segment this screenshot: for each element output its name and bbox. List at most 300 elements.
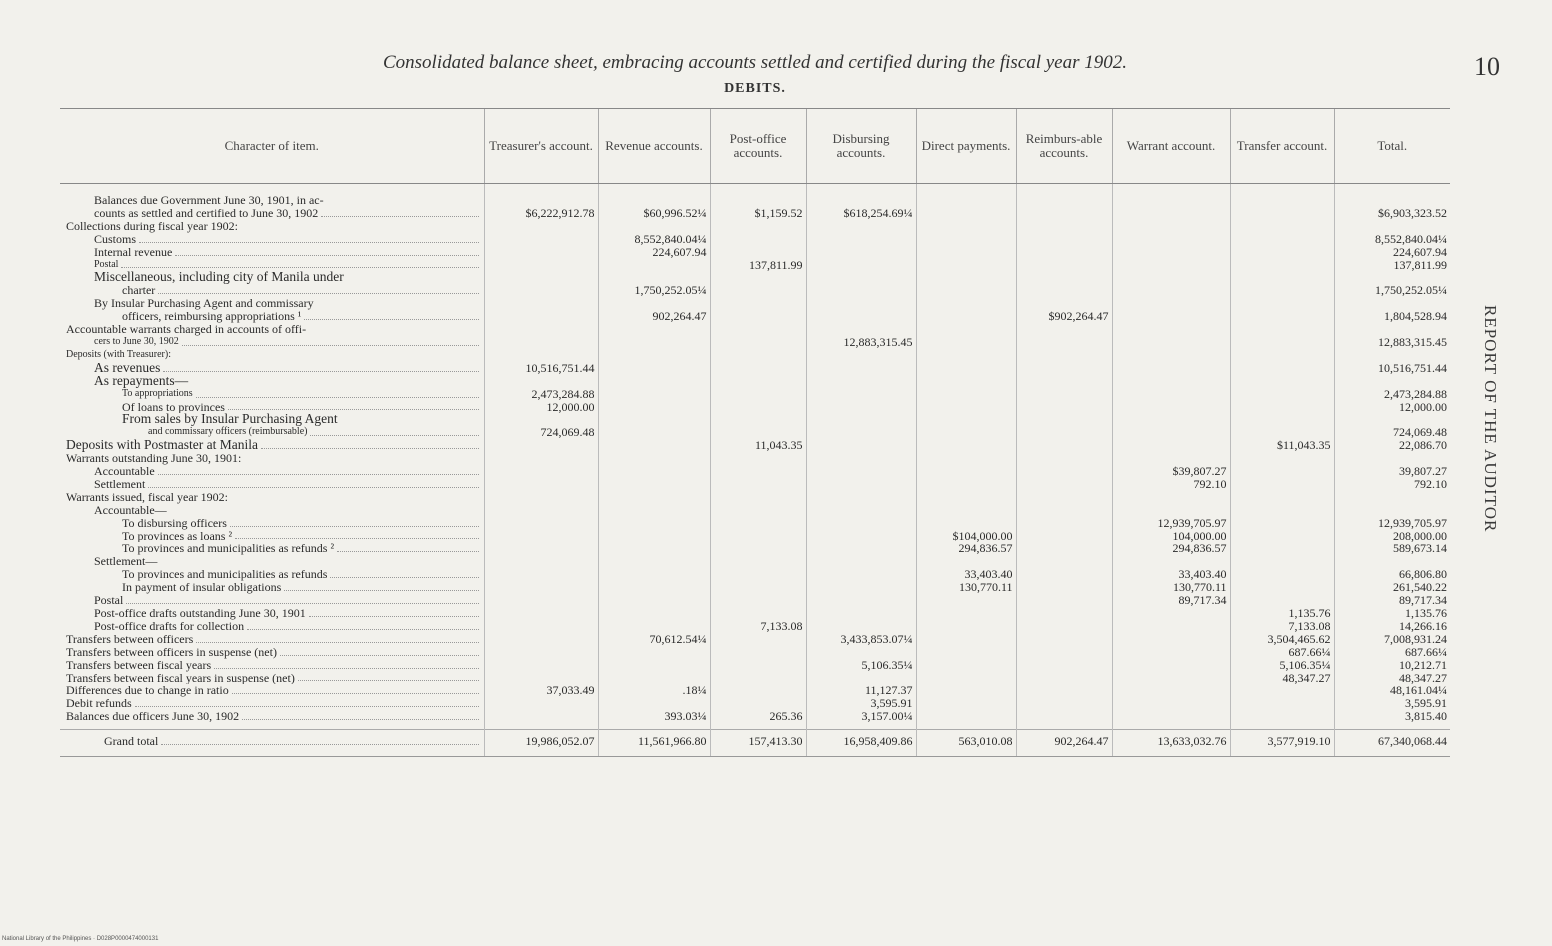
amount-cell [1016,284,1112,297]
amount-cell [806,349,916,362]
amount-cell: $6,222,912.78 [484,207,598,220]
amount-cell [1112,401,1230,414]
amount-cell: 3,815.40 [1334,710,1450,723]
amount-cell [916,659,1016,672]
table-row [60,530,1450,543]
amount-cell [1016,504,1112,517]
amount-cell [1334,504,1450,517]
amount-cell [806,259,916,272]
grand-total-cell: 157,413.30 [710,730,806,753]
amount-cell [806,478,916,491]
amount-cell [806,246,916,259]
table-row [60,297,1450,310]
amount-cell [710,530,806,543]
amount-cell [710,336,806,349]
amount-cell [598,504,710,517]
amount-cell: 12,939,705.97 [1334,517,1450,530]
amount-cell [598,672,710,685]
amount-cell [1230,297,1334,310]
amount-cell [1334,452,1450,465]
grand-total-cell: 11,561,966.80 [598,730,710,753]
amount-cell [1112,491,1230,504]
table-row [60,413,1450,426]
amount-cell [1112,710,1230,723]
amount-cell [1016,517,1112,530]
amount-cell: 70,612.54¼ [598,633,710,646]
amount-cell [710,607,806,620]
amount-cell [1016,271,1112,284]
amount-cell [598,517,710,530]
amount-cell [1334,555,1450,568]
amount-cell [916,439,1016,452]
amount-cell: $6,903,323.52 [1334,207,1450,220]
amount-cell [806,310,916,323]
amount-cell [1230,697,1334,710]
row-label: charter [60,284,484,297]
amount-cell [1016,697,1112,710]
amount-cell [806,194,916,207]
amount-cell [1112,684,1230,697]
amount-cell [1112,310,1230,323]
row-label: Post-office drafts for collection [60,620,484,633]
amount-cell: 39,807.27 [1334,465,1450,478]
amount-cell [1016,478,1112,491]
amount-cell [916,478,1016,491]
amount-cell [806,426,916,439]
amount-cell [484,336,598,349]
table-row [60,336,1450,349]
row-label: To provinces and municipalities as refunds [60,568,484,581]
amount-cell [710,504,806,517]
amount-cell [710,452,806,465]
amount-cell [806,362,916,375]
amount-cell: 1,750,252.05¼ [1334,284,1450,297]
header-row [60,109,1450,184]
amount-cell [806,233,916,246]
amount-cell [598,349,710,362]
amount-cell [916,220,1016,233]
amount-cell [598,568,710,581]
amount-cell [710,323,806,336]
amount-cell [598,491,710,504]
amount-cell [1334,491,1450,504]
amount-cell [1334,349,1450,362]
amount-cell [1112,413,1230,426]
amount-cell [1230,542,1334,555]
amount-cell [1230,684,1334,697]
col-header-revenue: Revenue accounts. [598,109,710,184]
amount-cell [806,439,916,452]
amount-cell [916,388,1016,401]
amount-cell [484,620,598,633]
amount-cell: 724,069.48 [1334,426,1450,439]
amount-cell [484,478,598,491]
row-label: cers to June 30, 1902 [60,336,484,349]
grand-total-cell: 3,577,919.10 [1230,730,1334,753]
amount-cell [598,271,710,284]
table-row [60,349,1450,362]
amount-cell: 224,607.94 [598,246,710,259]
amount-cell [710,581,806,594]
row-label: Customs [60,233,484,246]
table-row [60,375,1450,388]
amount-cell [484,413,598,426]
amount-cell [710,349,806,362]
amount-cell [1016,349,1112,362]
amount-cell [598,439,710,452]
col-header-warrant: Warrant account. [1112,109,1230,184]
amount-cell [710,310,806,323]
amount-cell [484,594,598,607]
amount-cell: 37,033.49 [484,684,598,697]
amount-cell [598,465,710,478]
amount-cell [1112,439,1230,452]
row-label: Settlement— [94,555,158,569]
amount-cell [598,646,710,659]
amount-cell [598,607,710,620]
amount-cell: 294,836.57 [1112,542,1230,555]
amount-cell [806,620,916,633]
amount-cell [1112,646,1230,659]
amount-cell [806,594,916,607]
amount-cell [1112,259,1230,272]
amount-cell: 2,473,284.88 [1334,388,1450,401]
amount-cell: 137,811.99 [710,259,806,272]
grand-total-row [60,730,1450,753]
amount-cell: 48,347.27 [1334,672,1450,685]
amount-cell: 7,008,931.24 [1334,633,1450,646]
amount-cell [1112,620,1230,633]
row-label: To disbursing officers [60,517,484,530]
table-row [60,659,1450,672]
amount-cell [916,362,1016,375]
table-row [60,452,1450,465]
amount-cell [598,659,710,672]
row-label: Transfers between officers [60,633,484,646]
amount-cell [1230,259,1334,272]
amount-cell [1016,259,1112,272]
amount-cell [1334,375,1450,388]
amount-cell [484,517,598,530]
table-row [60,426,1450,439]
amount-cell [710,465,806,478]
row-label: Transfers between officers in suspense (net) [60,646,484,659]
amount-cell: 10,212.71 [1334,659,1450,672]
amount-cell [1230,349,1334,362]
amount-cell [1016,323,1112,336]
footer-credit: National Library of the Philippines · D028P0000474000131 [2,936,159,942]
amount-cell [1230,452,1334,465]
amount-cell [1334,271,1450,284]
row-label: Accountable warrants charged in accounts of offi- [66,323,307,336]
table-row [60,491,1450,504]
amount-cell: .18¼ [598,684,710,697]
amount-cell [1016,594,1112,607]
amount-cell [710,672,806,685]
row-label: As revenues [60,362,484,375]
table-row [60,517,1450,530]
amount-cell [598,401,710,414]
amount-cell [484,310,598,323]
amount-cell [1112,220,1230,233]
amount-cell: 687.66¼ [1230,646,1334,659]
amount-cell [916,323,1016,336]
amount-cell: 104,000.00 [1112,530,1230,543]
table-row [60,439,1450,452]
amount-cell [1112,388,1230,401]
amount-cell [484,194,598,207]
amount-cell [916,684,1016,697]
amount-cell [1230,594,1334,607]
amount-cell [1016,646,1112,659]
amount-cell [806,491,916,504]
amount-cell [710,659,806,672]
row-label: Deposits with Postmaster at Manila [60,439,484,452]
amount-cell [806,581,916,594]
amount-cell: 48,347.27 [1230,672,1334,685]
amount-cell [806,220,916,233]
amount-cell [710,491,806,504]
table-title: Consolidated balance sheet, embracing accounts settled and certified during the fiscal year 1902. [382,52,1128,73]
amount-cell [916,207,1016,220]
amount-cell: 48,161.04¼ [1334,684,1450,697]
amount-cell [1016,246,1112,259]
row-label: In payment of insular obligations [60,581,484,594]
table-row [60,401,1450,414]
row-label: To provinces and municipalities as refunds ² [60,542,484,555]
row-label: counts as settled and certified to June 30, 1902 [60,207,484,220]
grand-total-cell: 67,340,068.44 [1334,730,1450,753]
amount-cell [806,271,916,284]
amount-cell [710,388,806,401]
table-row [60,271,1450,284]
table-row [60,246,1450,259]
amount-cell [806,568,916,581]
amount-cell [916,194,1016,207]
amount-cell [710,646,806,659]
amount-cell [1016,530,1112,543]
amount-cell [1230,581,1334,594]
amount-cell: 12,000.00 [484,401,598,414]
amount-cell [1016,607,1112,620]
table-row [60,284,1450,297]
amount-cell [916,672,1016,685]
amount-cell [710,568,806,581]
amount-cell [1112,323,1230,336]
table-row [60,194,1450,207]
row-label: Warrants outstanding June 30, 1901: [66,452,242,466]
bottom-rule [60,752,1450,757]
amount-cell [806,504,916,517]
amount-cell [1016,568,1112,581]
amount-cell [1230,388,1334,401]
grand-total-cell: 902,264.47 [1016,730,1112,753]
grand-total-cell: 19,986,052.07 [484,730,598,753]
table-row [60,710,1450,723]
amount-cell [1230,401,1334,414]
amount-cell [1016,710,1112,723]
amount-cell [806,284,916,297]
amount-cell [916,646,1016,659]
amount-cell [484,297,598,310]
amount-cell: 66,806.80 [1334,568,1450,581]
amount-cell [1016,375,1112,388]
amount-cell: 2,473,284.88 [484,388,598,401]
amount-cell [710,362,806,375]
amount-cell: 33,403.40 [916,568,1016,581]
amount-cell [710,271,806,284]
amount-cell [484,233,598,246]
amount-cell [484,491,598,504]
amount-cell [916,594,1016,607]
amount-cell [484,581,598,594]
amount-cell [1016,465,1112,478]
amount-cell [710,284,806,297]
amount-cell [806,401,916,414]
amount-cell [1016,413,1112,426]
amount-cell [1112,452,1230,465]
row-label: Differences due to change in ratio [60,684,484,697]
amount-cell [484,220,598,233]
amount-cell [710,684,806,697]
table-row [60,388,1450,401]
amount-cell [916,555,1016,568]
amount-cell [598,594,710,607]
row-label: Balances due officers June 30, 1902 [60,710,484,723]
amount-cell [1230,530,1334,543]
amount-cell: 10,516,751.44 [484,362,598,375]
amount-cell [806,375,916,388]
amount-cell [484,349,598,362]
amount-cell [710,297,806,310]
grand-total-cell: 563,010.08 [916,730,1016,753]
amount-cell [916,297,1016,310]
amount-cell [916,452,1016,465]
row-label: To appropriations [60,388,484,401]
amount-cell [1016,194,1112,207]
amount-cell [484,555,598,568]
amount-cell: $11,043.35 [1230,439,1334,452]
table-row [60,568,1450,581]
row-label: Accountable [60,465,484,478]
amount-cell [806,542,916,555]
amount-cell [710,233,806,246]
amount-cell [916,607,1016,620]
amount-cell [1112,349,1230,362]
row-label: As repayments— [94,374,189,388]
amount-cell [710,194,806,207]
row-label: Of loans to provinces [60,401,484,414]
amount-cell [598,620,710,633]
amount-cell: 89,717.34 [1334,594,1450,607]
amount-cell [1112,555,1230,568]
table-row [60,362,1450,375]
amount-cell: 902,264.47 [598,310,710,323]
amount-cell [1016,336,1112,349]
amount-cell [1334,413,1450,426]
amount-cell [1230,555,1334,568]
amount-cell [806,555,916,568]
amount-cell [484,633,598,646]
amount-cell [598,297,710,310]
amount-cell: 294,836.57 [916,542,1016,555]
amount-cell [916,336,1016,349]
amount-cell [1112,362,1230,375]
table-row [60,465,1450,478]
row-label: Warrants issued, fiscal year 1902: [66,490,228,504]
row-label: Collections during fiscal year 1902: [66,219,238,233]
amount-cell [916,271,1016,284]
table-row [60,581,1450,594]
amount-cell [1016,672,1112,685]
amount-cell [484,284,598,297]
amount-cell: 7,133.08 [1230,620,1334,633]
grand-total-cell: 13,633,032.76 [1112,730,1230,753]
row-label: Transfers between fiscal years in suspense (net) [60,672,484,685]
amount-cell: 261,540.22 [1334,581,1450,594]
row-label: and commissary officers (reimbursable) [60,426,484,439]
amount-cell [598,362,710,375]
amount-cell [1112,426,1230,439]
row-label: Accountable— [94,503,167,517]
amount-cell [598,542,710,555]
amount-cell [916,310,1016,323]
amount-cell [1230,284,1334,297]
amount-cell [1230,426,1334,439]
amount-cell: 5,106.35¼ [1230,659,1334,672]
amount-cell [1230,375,1334,388]
amount-cell [710,220,806,233]
amount-cell: 89,717.34 [1112,594,1230,607]
amount-cell [1112,284,1230,297]
row-label: Post-office drafts outstanding June 30, 1901 [60,607,484,620]
row-label: officers, reimbursing appropriations ¹ [60,310,484,323]
col-header-post-office: Post-office accounts. [710,109,806,184]
col-header-character: Character of item. [60,109,484,184]
row-label: Postal [60,259,484,272]
running-head: REPORT OF THE AUDITOR [1481,305,1500,533]
amount-cell: 393.03¼ [598,710,710,723]
amount-cell: 12,883,315.45 [806,336,916,349]
amount-cell: 1,750,252.05¼ [598,284,710,297]
amount-cell: $902,264.47 [1016,310,1112,323]
table-row [60,478,1450,491]
amount-cell [1230,413,1334,426]
amount-cell: 724,069.48 [484,426,598,439]
col-header-treasurer: Treasurer's account. [484,109,598,184]
amount-cell: $104,000.00 [916,530,1016,543]
amount-cell [598,697,710,710]
amount-cell [1230,271,1334,284]
amount-cell [710,555,806,568]
amount-cell [916,426,1016,439]
amount-cell [1016,452,1112,465]
balance-sheet-table [60,108,1450,757]
amount-cell [598,452,710,465]
amount-cell [484,504,598,517]
table-row [60,646,1450,659]
amount-cell: 12,000.00 [1334,401,1450,414]
amount-cell [1112,697,1230,710]
amount-cell [484,568,598,581]
table-row [60,259,1450,272]
table-body [60,184,1450,724]
amount-cell: 3,157.00¼ [806,710,916,723]
amount-cell: 130,770.11 [1112,581,1230,594]
amount-cell: 7,133.08 [710,620,806,633]
table-row [60,220,1450,233]
table-subtitle: DEBITS. [724,81,786,96]
